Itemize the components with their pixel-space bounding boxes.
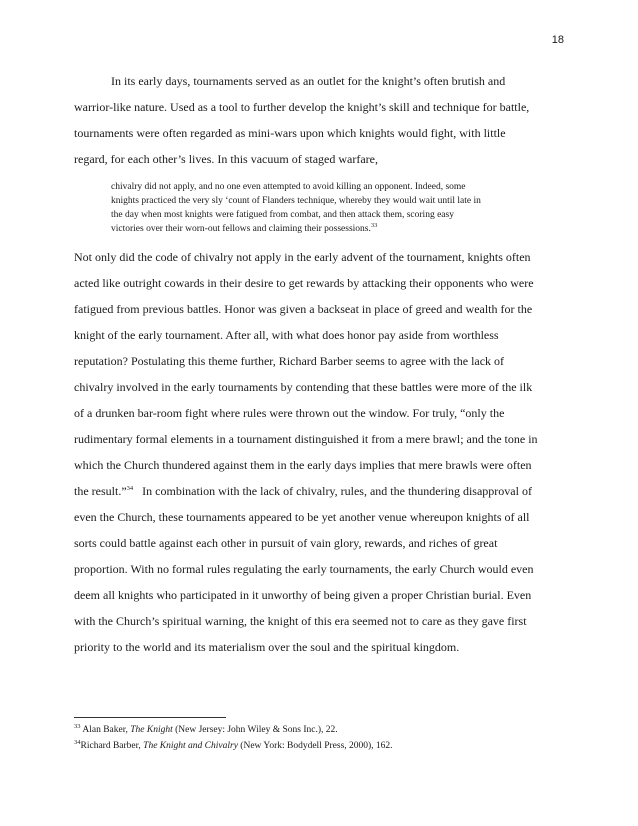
text-line: regard, for each other’s lives. In this vacuum of staged warfare,	[74, 152, 378, 166]
text-line: Not only did the code of chivalry not apply in the early advent of the tournament, knights often	[74, 250, 531, 264]
text-line: tournaments were often regarded as mini-wars upon which knights would fight, with little	[74, 126, 506, 140]
footnote-34: $^{34}$Richard Barber, The Knight and Chivalry (New York: Bodydell Press, 2000), 162.	[74, 738, 393, 751]
text-line: priority to the world and its materialism over the soul and the spiritual kingdom.	[74, 640, 460, 654]
block-quote-line: knights practiced the very sly ‘count of Flanders technique, whereby they would wait until late in	[111, 196, 481, 206]
text-line: with the Church’s spiritual warning, the knight of this era seemed not to care as they gave first	[74, 614, 527, 628]
text-line: rudimentary formal elements in a tournament distinguished it from a mere brawl; and the tone in	[74, 432, 538, 446]
text-line: warrior-like nature. Used as a tool to further develop the knight’s skill and technique for battle,	[74, 100, 530, 114]
block-quote-line: victories over their worn-out fellows and claiming their possessions.$^{33}$	[111, 221, 378, 234]
text-line: acted like outright cowards in their desire to get rewards by attacking their opponents who were	[74, 276, 534, 290]
text-line: fatigued from previous battles. Honor was given a backseat in place of greed and wealth for the	[74, 302, 533, 316]
text-line: sorts could battle against each other in pursuit of vain glory, rewards, and riches of great	[74, 536, 498, 550]
text-line: proportion. With no formal rules regulating the early tournaments, the early Church would even	[74, 562, 534, 576]
text-line: deem all knights who participated in it unworthy of being given a proper Christian burial. Even	[74, 588, 532, 602]
text-line: of a drunken bar-room fight where rules were thrown out the window. For truly, “only the	[74, 406, 505, 420]
block-quote-line: the day when most knights were fatigued from combat, and then attack them, scoring easy	[111, 210, 454, 220]
footnote-ref: 34	[126, 485, 134, 492]
page-number: 18	[551, 34, 564, 46]
text-line: chivalry involved in the early tournaments by contending that these battles were more of the ilk	[74, 380, 533, 394]
text-line: even the Church, these tournaments appeared to be yet another venue whereupon knights of all	[74, 510, 530, 524]
text-line: which the Church thundered against them in the early days implies that mere brawls were often	[74, 458, 532, 472]
text-line: In its early days, tournaments served as an outlet for the knight’s often brutish and	[111, 74, 506, 88]
text-line: reputation? Postulating this theme further, Richard Barber seems to agree with the lack of	[74, 354, 505, 368]
footnote-33: $^{33}$ Alan Baker, The Knight (New Jersey: John Wiley & Sons Inc.), 22.	[74, 722, 338, 735]
text-line: the result.”$^{34}$ In combination with the lack of chivalry, rules, and the thundering disapproval of	[74, 484, 532, 498]
footnote-ref: 33	[370, 221, 378, 229]
text-line: knight of the early tournament. After all, with what does honor pay aside from worthless	[74, 328, 499, 342]
block-quote-line: chivalry did not apply, and no one even attempted to avoid killing an opponent. Indeed, some	[111, 182, 466, 192]
footnote-divider	[74, 717, 226, 718]
